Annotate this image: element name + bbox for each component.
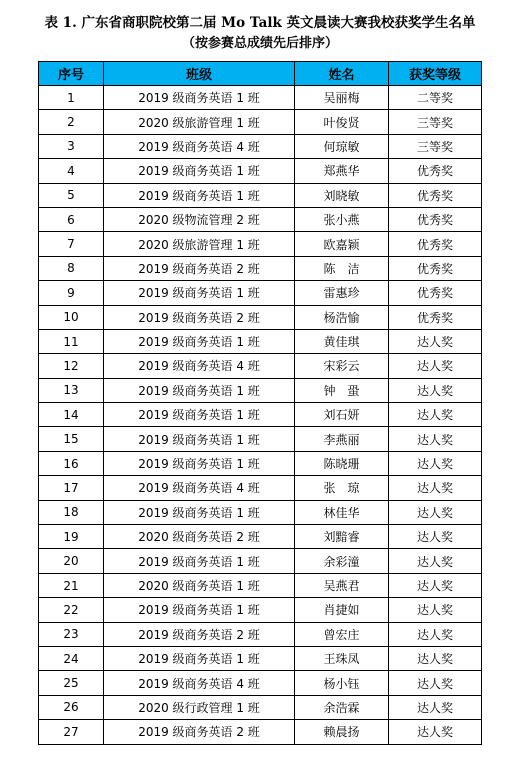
table-row bbox=[39, 549, 482, 573]
cell-student-name: 余浩霖 bbox=[295, 695, 389, 719]
cell-student-name: 郑燕华 bbox=[295, 159, 389, 183]
cell-award-level: 二等奖 bbox=[389, 86, 482, 110]
cell-serial-number: 15 bbox=[39, 427, 104, 451]
header-class: 班级 bbox=[104, 62, 295, 86]
document-subtitle: （按参赛总成绩先后排序） bbox=[181, 36, 338, 51]
table-row bbox=[39, 403, 482, 427]
cell-award-level: 优秀奖 bbox=[389, 232, 482, 256]
cell-class: 2019 级商务英语 1 班 bbox=[104, 86, 295, 110]
cell-award-level: 三等奖 bbox=[389, 134, 482, 158]
table-row bbox=[39, 159, 482, 183]
table-row bbox=[39, 451, 482, 475]
cell-class: 2019 级商务英语 1 班 bbox=[104, 403, 295, 427]
cell-student-name: 何琼敏 bbox=[295, 134, 389, 158]
cell-serial-number: 1 bbox=[39, 86, 104, 110]
cell-class: 2019 级商务英语 1 班 bbox=[104, 549, 295, 573]
cell-student-name: 赖晨扬 bbox=[295, 720, 389, 744]
table-row bbox=[39, 476, 482, 500]
cell-student-name: 叶俊贤 bbox=[295, 110, 389, 134]
cell-serial-number: 23 bbox=[39, 622, 104, 646]
table-row bbox=[39, 598, 482, 622]
cell-serial-number: 2 bbox=[39, 110, 104, 134]
cell-student-name: 刘晓敏 bbox=[295, 183, 389, 207]
cell-award-level: 优秀奖 bbox=[389, 183, 482, 207]
cell-serial-number: 22 bbox=[39, 598, 104, 622]
table-row bbox=[39, 134, 482, 158]
cell-class: 2020 级商务英语 2 班 bbox=[104, 525, 295, 549]
cell-serial-number: 18 bbox=[39, 500, 104, 524]
cell-class: 2019 级商务英语 2 班 bbox=[104, 622, 295, 646]
table-row bbox=[39, 671, 482, 695]
cell-award-level: 达人奖 bbox=[389, 329, 482, 353]
table-row bbox=[39, 500, 482, 524]
header-serial-number: 序号 bbox=[39, 62, 104, 86]
cell-student-name: 黄佳琪 bbox=[295, 329, 389, 353]
cell-award-level: 三等奖 bbox=[389, 110, 482, 134]
cell-award-level: 达人奖 bbox=[389, 695, 482, 719]
table-row bbox=[39, 354, 482, 378]
cell-student-name: 陈 洁 bbox=[295, 256, 389, 280]
cell-student-name: 王珠凤 bbox=[295, 646, 389, 670]
cell-class: 2020 级旅游管理 1 班 bbox=[104, 232, 295, 256]
table-row bbox=[39, 86, 482, 110]
cell-serial-number: 24 bbox=[39, 646, 104, 670]
cell-class: 2019 级商务英语 1 班 bbox=[104, 281, 295, 305]
cell-award-level: 达人奖 bbox=[389, 403, 482, 427]
cell-student-name: 宋彩云 bbox=[295, 354, 389, 378]
cell-serial-number: 11 bbox=[39, 329, 104, 353]
cell-student-name: 杨浩愉 bbox=[295, 305, 389, 329]
cell-class: 2019 级商务英语 1 班 bbox=[104, 646, 295, 670]
cell-student-name: 张 琼 bbox=[295, 476, 389, 500]
cell-student-name: 雷惠珍 bbox=[295, 281, 389, 305]
cell-award-level: 达人奖 bbox=[389, 549, 482, 573]
cell-class: 2019 级商务英语 1 班 bbox=[104, 159, 295, 183]
table-row bbox=[39, 427, 482, 451]
cell-class: 2019 级商务英语 1 班 bbox=[104, 451, 295, 475]
cell-serial-number: 21 bbox=[39, 573, 104, 597]
cell-class: 2019 级商务英语 1 班 bbox=[104, 500, 295, 524]
cell-serial-number: 25 bbox=[39, 671, 104, 695]
table-row bbox=[39, 183, 482, 207]
table-row bbox=[39, 695, 482, 719]
cell-award-level: 达人奖 bbox=[389, 622, 482, 646]
table-row bbox=[39, 256, 482, 280]
cell-student-name: 欧嘉颖 bbox=[295, 232, 389, 256]
cell-class: 2019 级商务英语 2 班 bbox=[104, 305, 295, 329]
cell-student-name: 钟 蛩 bbox=[295, 378, 389, 402]
cell-serial-number: 27 bbox=[39, 720, 104, 744]
cell-student-name: 杨小钰 bbox=[295, 671, 389, 695]
cell-serial-number: 12 bbox=[39, 354, 104, 378]
cell-award-level: 达人奖 bbox=[389, 598, 482, 622]
table-row bbox=[39, 622, 482, 646]
table-row bbox=[39, 329, 482, 353]
cell-award-level: 优秀奖 bbox=[389, 159, 482, 183]
cell-class: 2019 级商务英语 1 班 bbox=[104, 329, 295, 353]
header-award-level: 获奖等级 bbox=[389, 62, 482, 86]
cell-award-level: 达人奖 bbox=[389, 646, 482, 670]
cell-serial-number: 20 bbox=[39, 549, 104, 573]
cell-award-level: 达人奖 bbox=[389, 378, 482, 402]
table-row bbox=[39, 232, 482, 256]
header-name: 姓名 bbox=[295, 62, 389, 86]
cell-student-name: 刘黯睿 bbox=[295, 525, 389, 549]
cell-award-level: 达人奖 bbox=[389, 427, 482, 451]
cell-class: 2020 级行政管理 1 班 bbox=[104, 695, 295, 719]
cell-award-level: 优秀奖 bbox=[389, 207, 482, 231]
cell-award-level: 达人奖 bbox=[389, 354, 482, 378]
cell-student-name: 刘石妍 bbox=[295, 403, 389, 427]
cell-class: 2020 级物流管理 2 班 bbox=[104, 207, 295, 231]
cell-class: 2019 级商务英语 4 班 bbox=[104, 671, 295, 695]
table-row bbox=[39, 281, 482, 305]
cell-award-level: 达人奖 bbox=[389, 671, 482, 695]
cell-award-level: 优秀奖 bbox=[389, 281, 482, 305]
cell-student-name: 吴丽梅 bbox=[295, 86, 389, 110]
cell-student-name: 陈晓珊 bbox=[295, 451, 389, 475]
cell-serial-number: 7 bbox=[39, 232, 104, 256]
cell-class: 2020 级旅游管理 1 班 bbox=[104, 110, 295, 134]
cell-student-name: 吴燕君 bbox=[295, 573, 389, 597]
table-row bbox=[39, 646, 482, 670]
cell-class: 2019 级商务英语 4 班 bbox=[104, 134, 295, 158]
table-row bbox=[39, 378, 482, 402]
cell-student-name: 曾宏庄 bbox=[295, 622, 389, 646]
cell-award-level: 达人奖 bbox=[389, 720, 482, 744]
table-row bbox=[39, 305, 482, 329]
cell-serial-number: 10 bbox=[39, 305, 104, 329]
document-title: 表 1. 广东省商职院校第二届 Mo Talk 英文晨读大赛我校获奖学生名单 bbox=[44, 15, 476, 31]
cell-serial-number: 6 bbox=[39, 207, 104, 231]
cell-class: 2019 级商务英语 4 班 bbox=[104, 354, 295, 378]
cell-serial-number: 19 bbox=[39, 525, 104, 549]
cell-class: 2019 级商务英语 1 班 bbox=[104, 427, 295, 451]
cell-award-level: 达人奖 bbox=[389, 525, 482, 549]
cell-serial-number: 26 bbox=[39, 695, 104, 719]
cell-serial-number: 3 bbox=[39, 134, 104, 158]
table-row bbox=[39, 525, 482, 549]
cell-student-name: 林佳华 bbox=[295, 500, 389, 524]
table-row bbox=[39, 573, 482, 597]
cell-serial-number: 17 bbox=[39, 476, 104, 500]
table-header bbox=[39, 62, 482, 86]
cell-serial-number: 16 bbox=[39, 451, 104, 475]
cell-serial-number: 13 bbox=[39, 378, 104, 402]
cell-class: 2019 级商务英语 2 班 bbox=[104, 720, 295, 744]
cell-class: 2019 级商务英语 1 班 bbox=[104, 183, 295, 207]
cell-serial-number: 4 bbox=[39, 159, 104, 183]
cell-award-level: 达人奖 bbox=[389, 500, 482, 524]
cell-award-level: 达人奖 bbox=[389, 451, 482, 475]
cell-student-name: 李燕丽 bbox=[295, 427, 389, 451]
cell-class: 2019 级商务英语 4 班 bbox=[104, 476, 295, 500]
cell-serial-number: 8 bbox=[39, 256, 104, 280]
cell-award-level: 达人奖 bbox=[389, 573, 482, 597]
cell-class: 2020 级商务英语 1 班 bbox=[104, 573, 295, 597]
table-row bbox=[39, 207, 482, 231]
cell-class: 2019 级商务英语 1 班 bbox=[104, 378, 295, 402]
cell-student-name: 肖捷如 bbox=[295, 598, 389, 622]
cell-award-level: 优秀奖 bbox=[389, 256, 482, 280]
winners-table bbox=[38, 61, 482, 745]
cell-student-name: 张小燕 bbox=[295, 207, 389, 231]
table-body bbox=[39, 86, 482, 745]
cell-award-level: 优秀奖 bbox=[389, 305, 482, 329]
cell-student-name: 余彩潼 bbox=[295, 549, 389, 573]
cell-serial-number: 9 bbox=[39, 281, 104, 305]
cell-serial-number: 5 bbox=[39, 183, 104, 207]
cell-serial-number: 14 bbox=[39, 403, 104, 427]
header-row bbox=[39, 62, 482, 86]
table-row bbox=[39, 720, 482, 744]
cell-class: 2019 级商务英语 1 班 bbox=[104, 598, 295, 622]
cell-class: 2019 级商务英语 2 班 bbox=[104, 256, 295, 280]
table-row bbox=[39, 110, 482, 134]
cell-award-level: 达人奖 bbox=[389, 476, 482, 500]
